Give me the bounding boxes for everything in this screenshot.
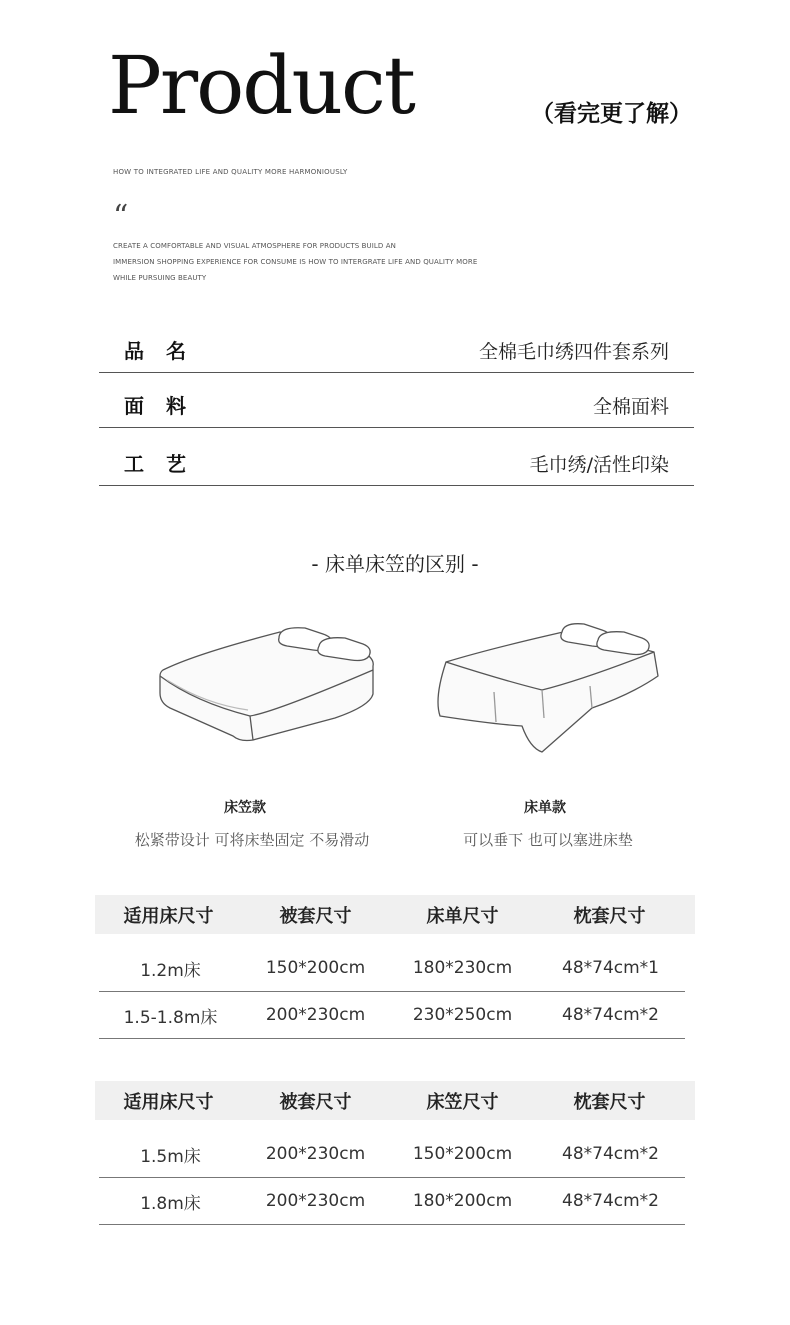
table-cell: 48*74cm*2 xyxy=(562,1144,659,1164)
table-cell: 48*74cm*1 xyxy=(562,958,659,978)
fitted-sheet-desc: 松紧带设计 可将床垫固定 不易滑动 xyxy=(134,831,370,849)
table-cell: 48*74cm*2 xyxy=(562,1191,659,1211)
header-cell: 床单尺寸 xyxy=(426,905,499,927)
spec-row-craft xyxy=(99,430,694,486)
spec-value: 全棉毛巾绣四件套系列 xyxy=(478,341,669,363)
spec-row-fabric xyxy=(99,372,694,428)
header-cell: 被套尺寸 xyxy=(279,905,352,927)
header-cell: 适用床尺寸 xyxy=(123,1091,214,1113)
fitted-sheet-name: 床笠款 xyxy=(224,800,266,816)
table-cell: 1.5m床 xyxy=(140,1146,201,1167)
table-cell: 150*200cm xyxy=(412,1144,513,1164)
tagline: HOW TO INTEGRATED LIFE AND QUALITY MORE HARMONIOUSLY xyxy=(113,168,348,176)
size-table-fitted-sheet xyxy=(95,1081,695,1225)
table-cell: 200*230cm xyxy=(265,1005,366,1025)
table-cell: 230*250cm xyxy=(412,1005,513,1025)
page-subtitle: （看完更了解） xyxy=(531,101,692,127)
table-cell: 180*200cm xyxy=(412,1191,513,1211)
description-line: CREATE A COMFORTABLE AND VISUAL ATMOSPHERE FOR PRODUCTS BUILD AN xyxy=(113,242,396,250)
table-row xyxy=(99,1131,685,1178)
comparison-title: - 床单床笠的区别 - xyxy=(311,552,479,576)
fitted-sheet-illustration xyxy=(155,618,380,748)
table-cell: 1.8m床 xyxy=(140,1193,201,1214)
description-line: WHILE PURSUING BEAUTY xyxy=(113,274,207,282)
header-cell: 枕套尺寸 xyxy=(573,1091,646,1113)
header-cell: 被套尺寸 xyxy=(279,1091,352,1113)
spec-label: 面料 xyxy=(124,394,208,418)
flat-sheet-illustration xyxy=(432,618,667,758)
spec-value: 全棉面料 xyxy=(592,396,669,418)
table-cell: 48*74cm*2 xyxy=(562,1005,659,1025)
table-row xyxy=(99,1178,685,1225)
table-cell: 150*200cm xyxy=(265,958,366,978)
table-cell: 1.5-1.8m床 xyxy=(123,1007,218,1028)
table-cell: 180*230cm xyxy=(412,958,513,978)
quote-mark-icon: “ xyxy=(113,199,129,234)
table-row xyxy=(99,945,685,992)
table-cell: 1.2m床 xyxy=(140,960,201,981)
flat-sheet-name: 床单款 xyxy=(524,800,566,816)
size-table-flat-sheet xyxy=(95,895,695,1039)
header-cell: 枕套尺寸 xyxy=(573,905,646,927)
spec-label: 工艺 xyxy=(124,452,208,476)
table-cell: 200*230cm xyxy=(265,1144,366,1164)
table-cell: 200*230cm xyxy=(265,1191,366,1211)
table-header xyxy=(95,895,695,934)
table-row xyxy=(99,992,685,1039)
flat-sheet-desc: 可以垂下 也可以塞进床垫 xyxy=(463,831,633,849)
header-cell: 适用床尺寸 xyxy=(123,905,214,927)
description xyxy=(113,238,533,286)
description-line: IMMERSION SHOPPING EXPERIENCE FOR CONSUME IS HOW TO INTERGRATE LIFE AND QUALITY MORE xyxy=(113,258,478,266)
spec-label: 品名 xyxy=(124,339,208,363)
header-cell: 床笠尺寸 xyxy=(426,1091,499,1113)
spec-value: 毛巾绣/活性印染 xyxy=(529,454,669,476)
spec-row-name xyxy=(99,317,694,373)
table-header xyxy=(95,1081,695,1120)
page-title: Product xyxy=(108,39,414,132)
